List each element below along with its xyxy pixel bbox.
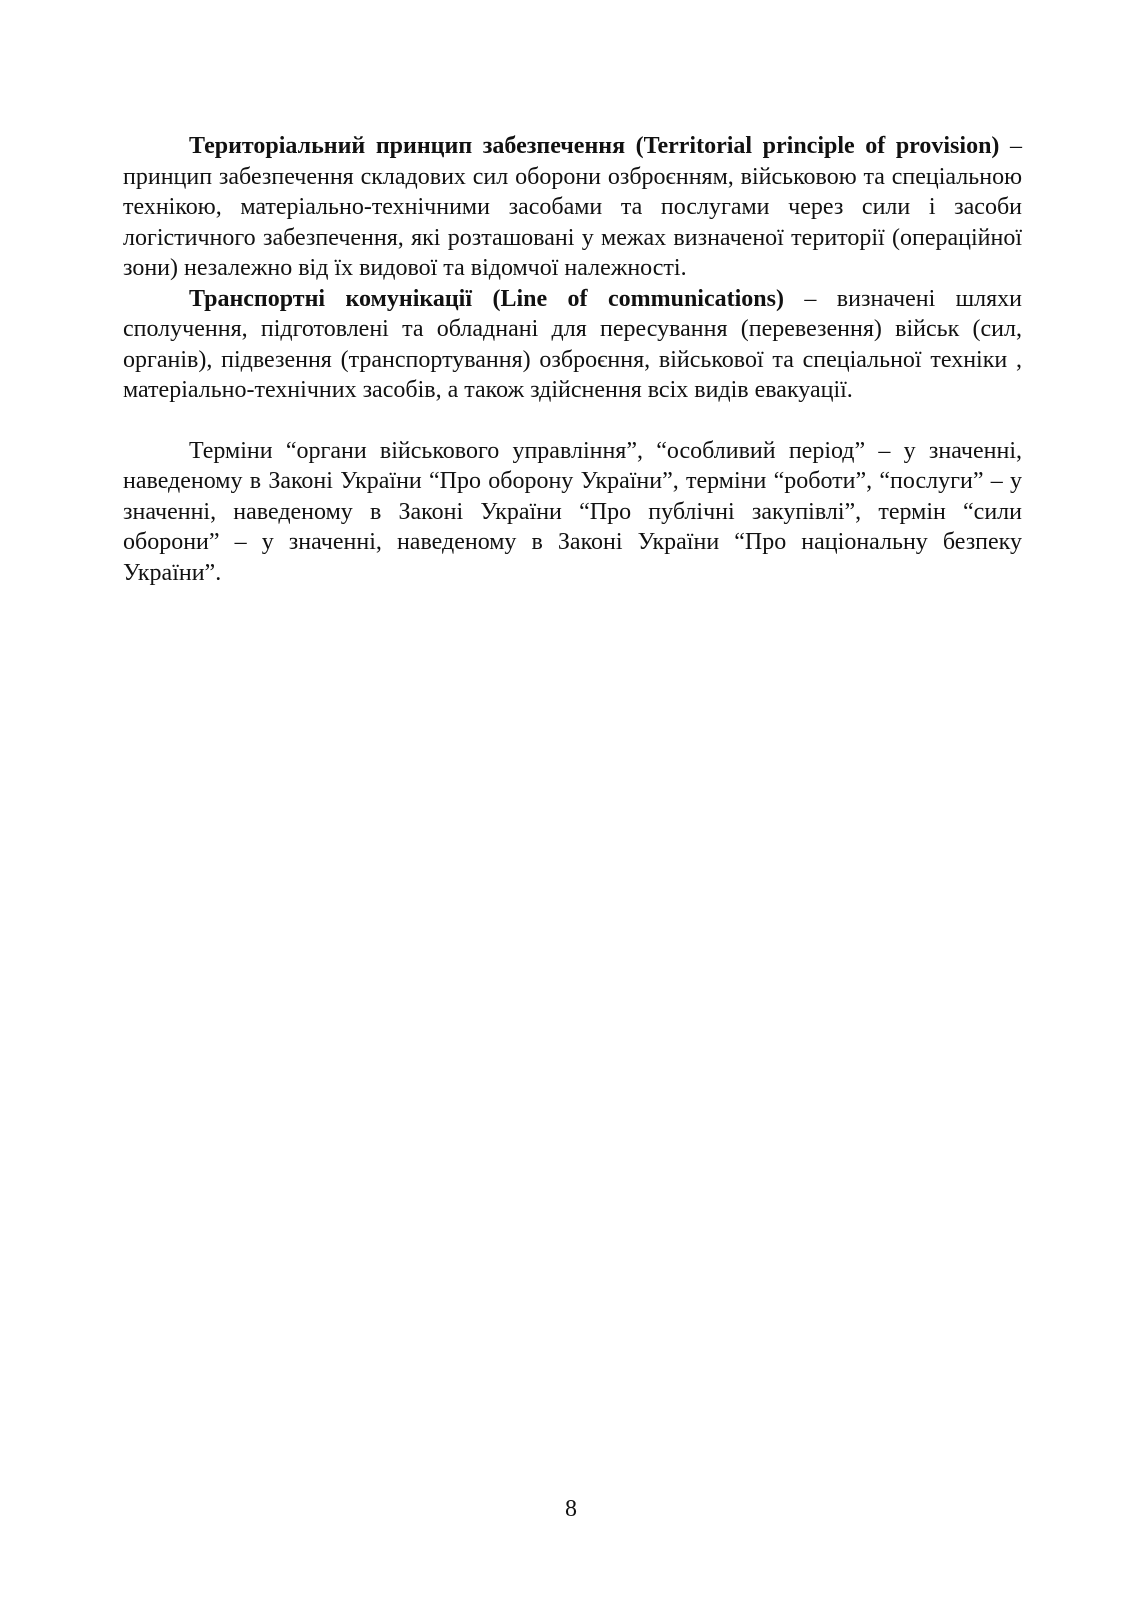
terms-note-paragraph: Терміни “органи військового управління”, “особливий період” – у значенні, наведеному в Законі України “Про оборону України”, терміни “роботи”, “послуги” – у значенні, наведеному в Законі України “Про публічні закупівлі”, термін “сили оборони” – у значенні, наведеному в Законі України “Про національну безпеку України”. — [123, 437, 1022, 586]
definition-text: – принцип забезпечення складових сил оборони озброєнням, військовою та спеціальною технікою, матеріально-технічними засобами та послугами через сили і засоби логістичного забезпечення, які розташовані у межах визначеної території (операційної зони) незалежно від їх видової та відомчої належності. — [123, 133, 1022, 281]
page-content — [123, 131, 1022, 588]
paragraph-spacer — [123, 406, 1022, 436]
definition-paragraph-territorial — [123, 131, 1022, 284]
definition-text: – визначені шляхи сполучення, підготовлені та обладнані для пересування (перевезення) військ (сил, органів), підвезення (транспортування) озброєння, військової та спеціальної техніки , матеріально-технічних засобів, а також здійснення всіх видів евакуації. — [123, 285, 1022, 403]
page-number: 8 — [565, 1496, 577, 1522]
definition-term: Транспортні комунікації (Line of communications) — [189, 285, 784, 312]
definition-term: Територіальний принцип забезпечення (Territorial principle of provision) — [189, 133, 1000, 159]
definition-paragraph-transport — [123, 284, 1022, 406]
